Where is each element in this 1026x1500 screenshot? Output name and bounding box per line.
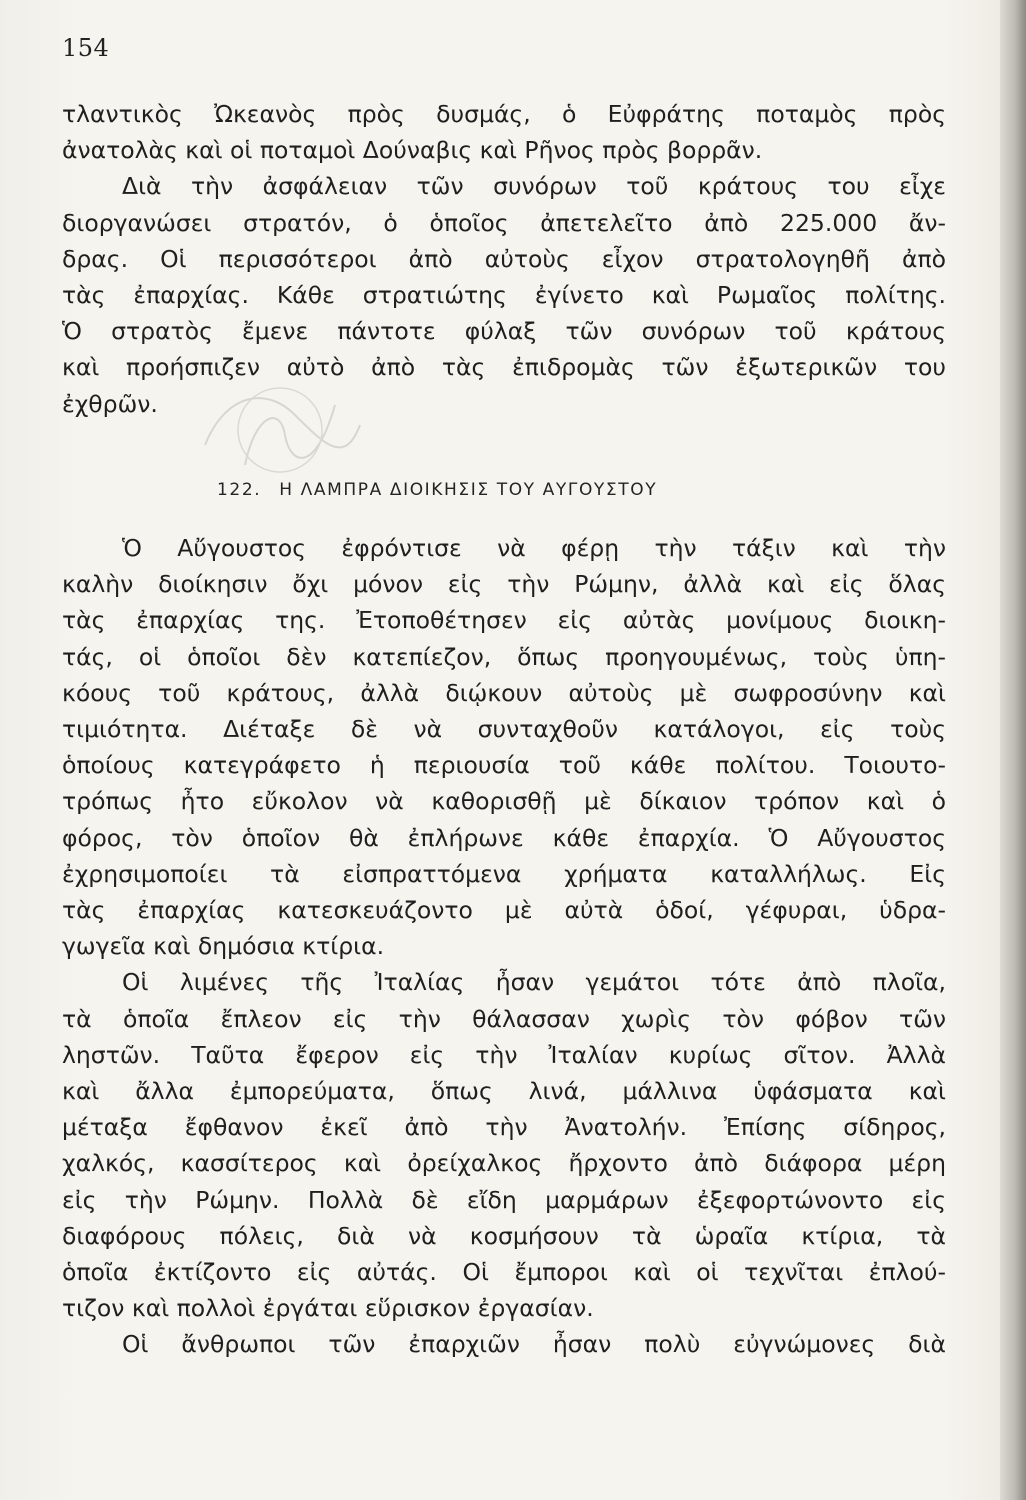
text-line: τιζον καὶ πολλοὶ ἐργάται εὕρισκον ἐργασίαν. xyxy=(62,1294,594,1323)
text-line: ληστῶν. Ταῦτα ἔφερον εἰς τὴν Ἰταλίαν κυρίως σῖτον. Ἀλλὰ xyxy=(62,1040,946,1069)
text-line: εἰς τὴν Ρώμην. Πολλὰ δὲ εἴδη μαρμάρων ἐξεφορτώνοντο εἰς xyxy=(62,1185,946,1214)
text-line: φόρος, τὸν ὁποῖον θὰ ἐπλήρωνε κάθε ἐπαρχία. Ὁ Αὔγουστος xyxy=(62,823,946,852)
text-block-upper xyxy=(62,96,946,422)
text-line: ὁποῖα ἐκτίζοντο εἰς αὐτάς. Οἱ ἔμποροι καὶ οἱ τεχνῖται ἐπλού- xyxy=(62,1258,946,1287)
text-line: γωγεῖα καὶ δημόσια κτίρια. xyxy=(62,932,385,961)
text-line: τὰ ὁποῖα ἔπλεον εἰς τὴν θάλασσαν χωρὶς τὸν φόβον τῶν xyxy=(62,1004,946,1033)
text-block-lower xyxy=(62,530,946,1363)
text-line: καὶ προήσπιζεν αὐτὸ ἀπὸ τὰς ἐπιδρομὰς τῶν ἐξωτερικῶν του xyxy=(62,353,946,382)
section-title: Η ΛΑΜΠΡΑ ΔΙΟΙΚΗΣΙΣ ΤΟΥ ΑΥΓΟΥΣΤΟΥ xyxy=(279,480,658,500)
text-line: χαλκός, κασσίτερος καὶ ὀρείχαλκος ἤρχοντο ἀπὸ διάφορα μέρη xyxy=(62,1149,946,1178)
text-line: Οἱ λιμένες τῆς Ἰταλίας ἦσαν γεμάτοι τότε ἀπὸ πλοῖα, xyxy=(122,968,946,997)
text-line: διοργανώσει στρατόν, ὁ ὁποῖος ἀπετελεῖτο ἀπὸ 225.000 ἄν- xyxy=(62,208,946,237)
text-line: Διὰ τὴν ἀσφάλειαν τῶν συνόρων τοῦ κράτους του εἶχε xyxy=(122,172,946,201)
text-line: Οἱ ἄνθρωποι τῶν ἐπαρχιῶν ἦσαν πολὺ εὐγνώμονες διὰ xyxy=(122,1330,946,1359)
text-line: ἐχθρῶν. xyxy=(62,389,158,418)
paragraph-administration xyxy=(62,530,946,964)
text-line: τὰς ἐπαρχίας. Κάθε στρατιώτης ἐγίνετο καὶ Ρωμαῖος πολίτης. xyxy=(62,281,946,310)
text-line: τάς, οἱ ὁποῖοι δὲν κατεπίεζον, ὅπως προηγουμένως, τοὺς ὑπη- xyxy=(62,642,946,671)
page-number: 154 xyxy=(62,34,110,62)
text-line: Ὁ Αὔγουστος ἐφρόντισε νὰ φέρῃ τὴν τάξιν καὶ τὴν xyxy=(122,534,946,562)
paragraph-army xyxy=(62,168,946,421)
paragraph-ports xyxy=(62,964,946,1326)
section-heading xyxy=(217,480,657,500)
text-line: καὶ ἄλλα ἐμπορεύματα, ὅπως λινά, μάλλινα ὑφάσματα καὶ xyxy=(62,1077,946,1106)
section-number: 122. xyxy=(217,480,262,500)
text-line: ἀνατολὰς καὶ οἱ ποταμοὶ Δούναβις καὶ Ρῆνος πρὸς βορρᾶν. xyxy=(62,136,763,165)
text-line: τιμιότητα. Διέταξε δὲ νὰ συνταχθοῦν κατάλογοι, εἰς τοὺς xyxy=(62,715,946,744)
paragraph-provinces xyxy=(62,1326,946,1362)
text-line: τλαντικὸς Ὠκεανὸς πρὸς δυσμάς, ὁ Εὐφράτης ποταμὸς πρὸς xyxy=(62,100,946,128)
text-line: Ὁ στρατὸς ἔμενε πάντοτε φύλαξ τῶν συνόρων τοῦ κράτους xyxy=(62,317,946,346)
text-line: τὰς ἐπαρχίας κατεσκευάζοντο μὲ αὐτὰ ὁδοί, γέφυραι, ὑδρα- xyxy=(62,896,946,925)
text-line: διαφόρους πόλεις, διὰ νὰ κοσμήσουν τὰ ὡραῖα κτίρια, τὰ xyxy=(62,1221,946,1250)
text-line: κόους τοῦ κράτους, ἀλλὰ διῴκουν αὐτοὺς μὲ σωφροσύνην καὶ xyxy=(62,678,946,707)
page-edge-shadow xyxy=(1000,0,1026,1500)
text-line: καλὴν διοίκησιν ὄχι μόνον εἰς τὴν Ρώμην, ἀλλὰ καὶ εἰς ὅλας xyxy=(62,570,946,599)
text-line: δρας. Οἱ περισσότεροι ἀπὸ αὐτοὺς εἶχον στρατολογηθῆ ἀπὸ xyxy=(62,244,946,273)
paragraph-continuation xyxy=(62,96,946,168)
text-line: ἐχρησιμοποίει τὰ εἰσπραττόμενα χρήματα καταλλήλως. Εἰς xyxy=(62,859,946,888)
text-line: τὰς ἐπαρχίας της. Ἐτοποθέτησεν εἰς αὐτὰς μονίμους διοικη- xyxy=(62,606,946,635)
text-line: τρόπως ἦτο εὔκολον νὰ καθορισθῇ μὲ δίκαιον τρόπον καὶ ὁ xyxy=(62,787,946,816)
text-line: ὁποίους κατεγράφετο ἡ περιουσία τοῦ κάθε πολίτου. Τοιουτο- xyxy=(62,751,946,780)
text-line: μέταξα ἔφθανον ἐκεῖ ἀπὸ τὴν Ἀνατολήν. Ἐπίσης σίδηρος, xyxy=(62,1113,946,1142)
